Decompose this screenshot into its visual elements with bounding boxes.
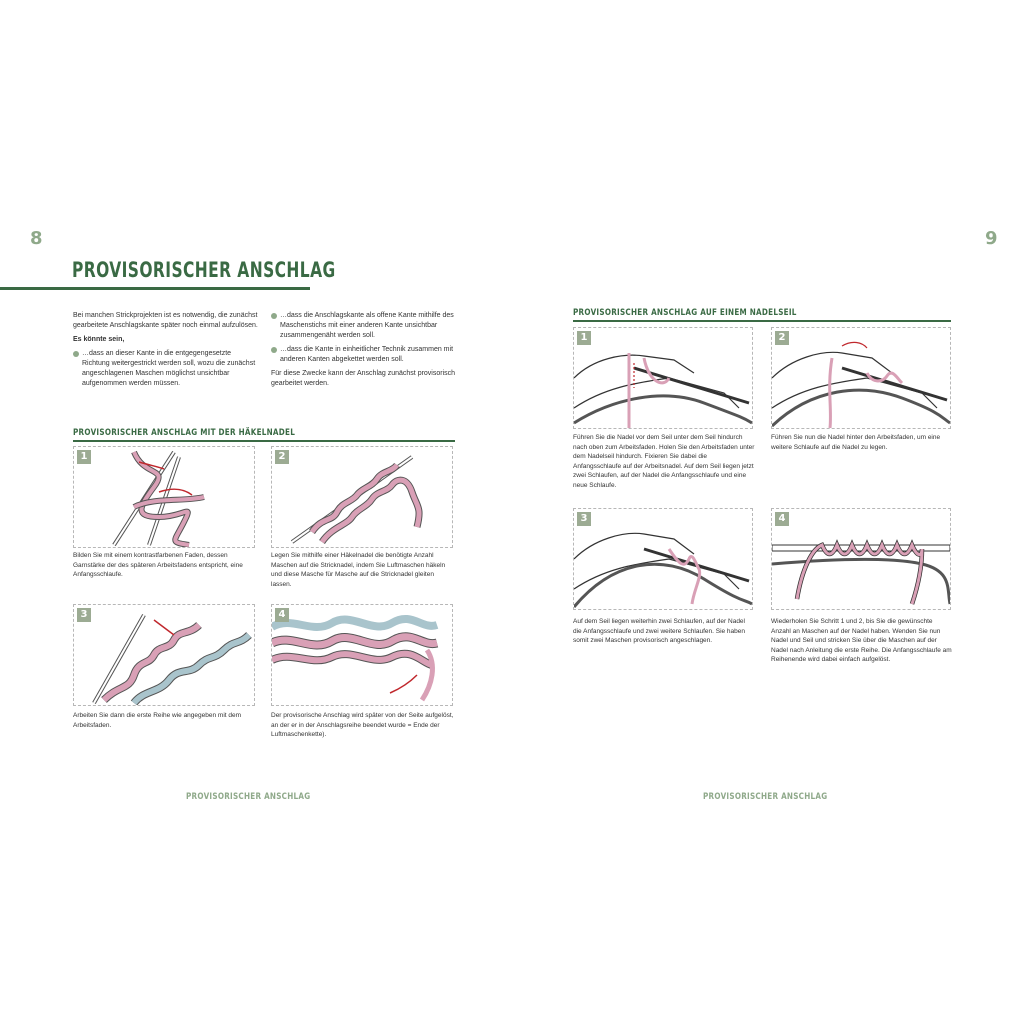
footer-right: PROVISORISCHER ANSCHLAG — [703, 792, 828, 802]
step-number: 3 — [577, 512, 591, 526]
intro-column-left — [73, 311, 258, 393]
intro-paragraph-2: Für diese Zwecke kann der Anschlag zunächst provisorisch gearbeitet werden. — [271, 370, 456, 387]
section-heading-cable: PROVISORISCHER ANSCHLAG AUF EINEM NADELSEIL — [573, 308, 797, 318]
hook-step-2-drawing — [272, 447, 452, 547]
hook-step-1-drawing — [74, 447, 254, 547]
page-title: PROVISORISCHER ANSCHLAG — [72, 258, 336, 282]
hook-step-4-caption: Der provisorische Anschlag wird später von der Seite aufgelöst, an der er in der Anschlagsreihe beendet wurde = Ende der Luftmaschenkette). — [271, 712, 454, 738]
step-number: 2 — [775, 331, 789, 345]
intro-bullet-1: …dass an dieser Kante in die entgegengesetzte Richtung weitergestrickt werden soll, wozu die zunächst angeschlagenen Maschen möglichst unsichtbar aufgenommen werden müssen. — [73, 349, 258, 389]
cable-step-4-illustration — [771, 508, 951, 610]
intro-bullet-3: …dass die Kante in einheitlicher Technik zusammen mit anderen Kanten abgekettet werden soll. — [271, 345, 456, 365]
hook-step-2-illustration — [271, 446, 453, 548]
step-number: 1 — [77, 450, 91, 464]
cable-step-3-caption: Auf dem Seil liegen weiterhin zwei Schlaufen, auf der Nadel die Anfangsschlaufe und zwei weitere Schlaufen. Sie haben somit zwei Maschen provisorisch angeschlagen. — [573, 618, 746, 644]
cable-step-2-illustration — [771, 327, 951, 429]
intro-paragraph: Bei manchen Strickprojekten ist es notwendig, die zunächst gearbeitete Anschlagskante später noch einmal aufzulösen. — [73, 312, 258, 329]
cable-step-4-drawing — [772, 509, 950, 609]
page-number-left: 8 — [30, 228, 43, 249]
cable-step-2-drawing — [772, 328, 950, 428]
step-number: 1 — [577, 331, 591, 345]
cable-step-4-caption: Wiederholen Sie Schritt 1 und 2, bis Sie die gewünschte Anzahl an Maschen auf der Nadel haben. Wenden Sie nun Nadel und Seil und stricken Sie über die Maschen auf der Nadel nach Anleitung die erste Reihe. Die Anfangsschlaufe am Reihenende wird dabei einfach aufgelöst. — [771, 618, 952, 663]
cable-step-3-drawing — [574, 509, 752, 609]
intro-bullet-2: …dass die Anschlagskante als offene Kante mithilfe des Maschenstichs mit einer anderen Kante unsichtbar zusammengenäht werden soll. — [271, 311, 456, 341]
hook-step-4-illustration — [271, 604, 453, 706]
cable-step-1-caption: Führen Sie die Nadel vor dem Seil unter dem Seil hindurch nach oben zum Arbeitsfaden. Holen Sie den Arbeitsfaden unter dem Nadelseil hindurch. Fixieren Sie dabei die Anfangsschlaufe auf der Arbeitsnadel. Auf dem Seil liegen jetzt zwei Schlaufen, auf der Nadel die Anfangsschlaufe und eine neue Schlaufe. — [573, 434, 755, 489]
step-number: 4 — [275, 608, 289, 622]
section-rule-cable — [573, 320, 951, 322]
hook-step-1-illustration — [73, 446, 255, 548]
hook-step-3-caption: Arbeiten Sie dann die erste Reihe wie angegeben mit dem Arbeitsfaden. — [73, 712, 242, 729]
section-rule-hook — [73, 440, 455, 442]
step-number: 2 — [275, 450, 289, 464]
hook-step-3-drawing — [74, 605, 254, 705]
cable-step-2-caption: Führen Sie nun die Nadel hinter den Arbeitsfaden, um eine weitere Schlaufe auf die Nadel zu legen. — [771, 434, 941, 451]
section-heading-hook: PROVISORISCHER ANSCHLAG MIT DER HÄKELNADEL — [73, 428, 296, 438]
hook-step-4-drawing — [272, 605, 452, 705]
cable-step-1-drawing — [574, 328, 752, 428]
hook-step-2-caption: Legen Sie mithilfe einer Häkelnadel die benötigte Anzahl Maschen auf die Stricknadel, indem Sie Luftmaschen häkeln und diese Masche für Masche auf die Stricknadel gleiten lassen. — [271, 552, 446, 588]
hook-step-1-caption: Bilden Sie mit einem kontrastfarbenen Faden, dessen Garnstärke der des späteren Arbeitsfadens entspricht, eine Anfangsschlaufe. — [73, 552, 243, 578]
title-rule — [0, 287, 310, 290]
hook-step-3-illustration — [73, 604, 255, 706]
intro-column-right — [271, 311, 456, 393]
page-number-right: 9 — [985, 228, 998, 249]
cable-step-1-illustration — [573, 327, 753, 429]
cable-step-3-illustration — [573, 508, 753, 610]
intro-lead: Es könnte sein, — [73, 336, 125, 343]
step-number: 3 — [77, 608, 91, 622]
footer-left: PROVISORISCHER ANSCHLAG — [186, 792, 311, 802]
step-number: 4 — [775, 512, 789, 526]
